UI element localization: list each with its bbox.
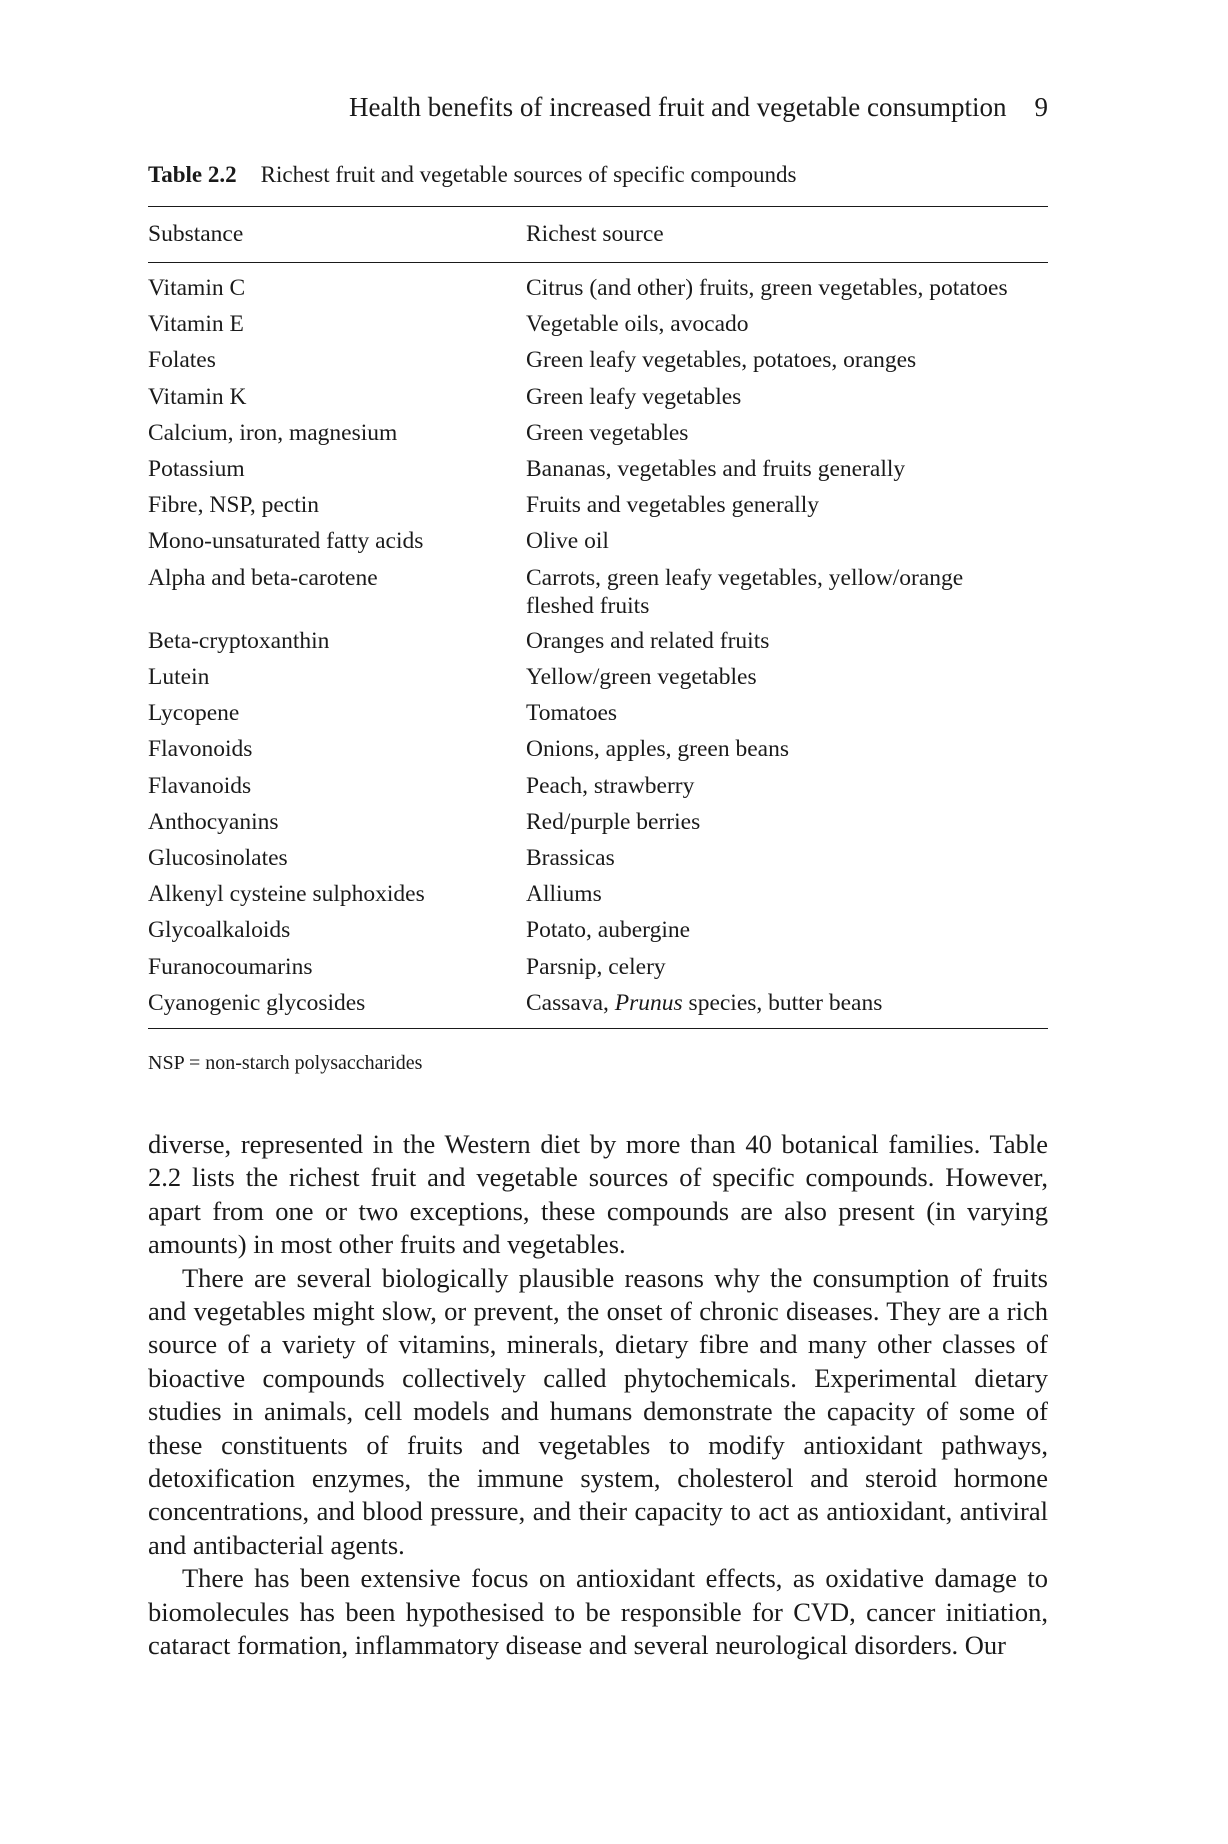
cell-source: Yellow/green vegetables [526,664,757,691]
page-number: 9 [1034,92,1048,122]
paragraph: diverse, represented in the Western diet by more than 40 botanical families. Table 2.2 lists the richest fruit and vegetable sources of specific compounds. However, apart from one or two exceptions, these compounds are also present (in varying amounts) in most other fruits and vegetables. [148,1129,1048,1260]
cell-source: Olive oil [526,528,609,555]
table-row [148,346,1048,382]
cell-source: Potato, aubergine [526,917,691,944]
cell-source: Brassicas [526,844,615,871]
running-head [148,92,1048,123]
table-row [148,419,1048,455]
cell-source: Parsnip, celery [526,953,666,980]
table-row [148,880,1048,916]
cell-source [526,989,1048,1025]
cell-substance: Cyanogenic glycosides [148,989,366,1016]
table-row [148,383,1048,419]
table-row [148,808,1048,844]
cell-source: Green leafy vegetables, potatoes, oranges [526,347,917,374]
cell-substance: Alkenyl cysteine sulphoxides [148,881,425,908]
cell-source: Oranges and related fruits [526,627,770,654]
table-row [148,916,1048,952]
cell-source: Citrus (and other) fruits, green vegetables, potatoes [526,275,1008,301]
cell-substance: Glycoalkaloids [148,917,291,944]
header-richest-source: Richest source [526,220,664,247]
cell-substance: Flavanoids [148,772,252,799]
cell-substance: Potassium [148,455,245,482]
cell-source: Red/purple berries [526,808,701,835]
cell-source-italic: Prunus [614,989,683,1016]
cell-substance: Fibre, NSP, pectin [148,492,320,519]
table-row [148,735,1048,771]
cell-substance: Vitamin E [148,311,244,338]
cell-substance: Beta-cryptoxanthin [148,627,330,654]
table-row [148,527,1048,563]
cell-source: Alliums [526,881,602,908]
table-row [148,663,1048,699]
table-row [148,627,1048,663]
table-row [148,844,1048,880]
table-caption-text: Richest fruit and vegetable sources of specific compounds [260,162,797,187]
sources-table [148,206,1048,1025]
cell-source: Peach, strawberry [526,772,695,799]
cell-substance: Flavonoids [148,736,253,763]
cell-substance: Alpha and beta-carotene [148,564,378,591]
cell-source: Vegetable oils, avocado [526,311,749,338]
cell-source: Fruits and vegetables generally [526,492,820,519]
table-row [148,491,1048,527]
table-row [148,772,1048,808]
table-row [148,455,1048,491]
cell-substance: Folates [148,347,216,374]
cell-source-text: Cassava, [526,989,615,1016]
table-label: Table 2.2 [148,162,237,187]
cell-source: Bananas, vegetables and fruits generally [526,455,906,482]
paragraph: There has been extensive focus on antioxidant effects, as oxidative damage to biomolecules has been hypothesised to be responsible for CVD, cancer initiation, cataract formation, inflammatory disease and several neurological disorders. Our [148,1563,1048,1661]
cell-substance: Furanocoumarins [148,953,313,980]
body-text [148,1128,1048,1663]
cell-substance: Anthocyanins [148,808,279,835]
cell-substance: Vitamin K [148,383,247,410]
table-row [148,310,1048,346]
table-row [148,953,1048,989]
table-footnote: NSP = non-starch polysaccharides [148,1052,423,1074]
cell-substance: Vitamin C [148,275,246,301]
table-row [148,274,1048,310]
table-row [148,699,1048,735]
table-caption [148,162,797,188]
cell-source: Tomatoes [526,700,618,727]
cell-source: Green leafy vegetables [526,383,742,410]
cell-substance: Lycopene [148,700,240,727]
paragraph: There are several biologically plausible reasons why the consumption of fruits and vegetables might slow, or prevent, the onset of chronic diseases. They are a rich source of a variety of vitamins, minerals, dietary fibre and many other classes of bioactive compounds collectively called phytochemicals. Experimental dietary studies in animals, cell models and humans demonstrate the capacity of some of these constituents of fruits and vegetables to modify antioxidant pathways, detoxification enzymes, the immune system, cholesterol and steroid hormone concentrations, and blood pressure, and their capacity to act as antioxidant, antiviral and antibacterial agents. [148,1262,1048,1560]
table-header-row [148,206,1048,262]
cell-source: Green vegetables [526,419,689,446]
cell-source: Carrots, green leafy vegetables, yellow/orange fleshed fruits [526,564,964,619]
cell-source-text: species, butter beans [682,989,883,1016]
cell-substance: Lutein [148,664,210,691]
cell-substance: Glucosinolates [148,844,288,871]
running-head-title: Health benefits of increased fruit and vegetable consumption [348,92,1007,122]
cell-source: Onions, apples, green beans [526,736,789,763]
cell-substance: Calcium, iron, magnesium [148,419,398,446]
table-body [148,262,1048,1025]
header-substance: Substance [148,220,244,247]
table-row [148,564,1048,627]
table-bottom-rule [148,1028,1048,1029]
table-row [148,989,1048,1025]
cell-substance: Mono-unsaturated fatty acids [148,528,424,555]
